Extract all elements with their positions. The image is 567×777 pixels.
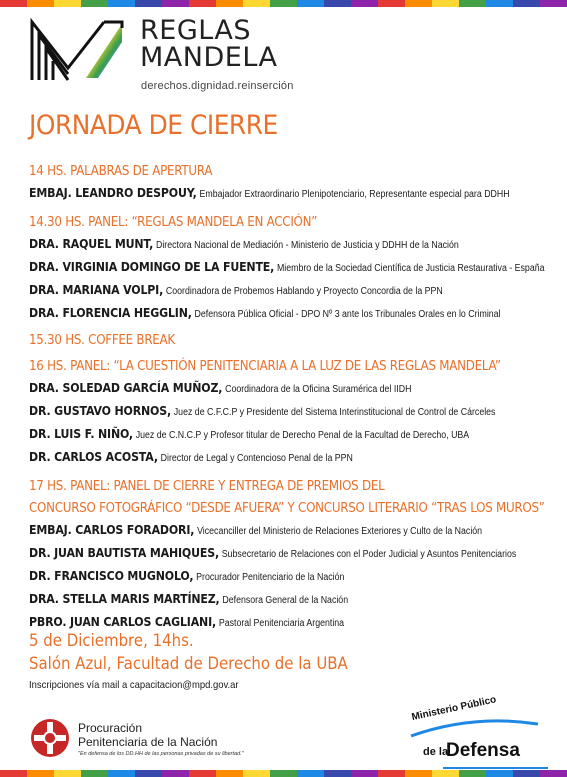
speaker-name: DRA. MARIANA VOLPI, [29,282,164,297]
ppn-logo [30,718,290,766]
speaker-role: Juez de C.F.C.P y Presidente del Sistema Interinstitucional de Control de Cárceles [173,407,496,418]
page-title: JORNADA DE CIERRE [29,110,278,141]
rainbow-stripe [108,0,135,7]
speaker-name: EMBAJ. CARLOS FORADORI, [29,522,195,537]
rainbow-stripe [189,0,216,7]
speaker-name: DRA. VIRGINIA DOMINGO DE LA FUENTE, [29,259,275,274]
rainbow-stripe [162,0,189,7]
speaker-role: Director de Legal y Contencioso Penal de la PPN [160,453,353,464]
rainbow-stripe [351,770,378,777]
rainbow-stripe [81,770,108,777]
rainbow-stripe [27,0,54,7]
brand-subtitle: derechos.dignidad.reinserción [141,80,294,92]
rainbow-stripe [324,770,351,777]
rainbow-stripe [297,770,324,777]
rainbow-stripe [405,770,432,777]
speaker-row [29,446,557,469]
speaker-role: Juez de C.N.C.P y Profesor titular de Derecho Penal de la Facultad de Derecho, UBA [135,430,470,441]
speaker-row [29,377,557,400]
ppn-emblem-icon [30,718,70,758]
speaker-row [29,182,557,205]
rainbow-stripe [540,770,567,777]
speaker-name: DRA. SOLEDAD GARCÍA MUÑOZ, [29,380,223,395]
rainbow-stripe [270,770,297,777]
program-section [29,211,549,325]
rainbow-stripe [486,0,513,7]
section-heading: 14.30 HS. PANEL: “REGLAS MANDELA EN ACCIÓN” [29,214,318,230]
speaker-row [29,256,557,279]
section-heading: 15.30 HS. COFFEE BREAK [29,332,175,348]
section-heading-continued: CONCURSO FOTOGRÁFICO “DESDE AFUERA” Y CONCURSO LITERARIO “TRAS LOS MUROS” [29,500,545,516]
speaker-name: PBRO. JUAN CARLOS CAGLIANI, [29,614,217,629]
speaker-role: Procurador Penitenciario de la Nación [196,572,345,583]
rainbow-stripe [513,0,540,7]
speaker-role: Embajador Extraordinario Plenipotenciario, Representante especial para DDHH [199,189,510,200]
program-section [29,475,549,634]
speaker-name: DR. JUAN BAUTISTA MAHIQUES, [29,545,219,560]
bottom-rainbow-bar [0,770,567,777]
program-section [29,160,549,205]
rainbow-stripe [0,0,27,7]
speaker-row [29,400,557,423]
speaker-row [29,542,557,565]
speaker-name: DR. FRANCISCO MUGNOLO, [29,568,194,583]
mpd-arc-text: Ministerio Público [410,694,498,723]
rainbow-stripe [270,0,297,7]
program-section [29,355,549,469]
rainbow-stripe [513,770,540,777]
rainbow-stripe [81,0,108,7]
speaker-role: Directora Nacional de Mediación - Ministerio de Justicia y DDHH de la Nación [155,240,459,251]
rainbow-stripe [486,770,513,777]
rainbow-stripe [351,0,378,7]
registration-text: Inscripciones vía mail a capacitacion@mpd.gov.ar [29,679,239,691]
rainbow-stripe [243,770,270,777]
reglas-mandela-logo-icon [28,18,124,82]
speaker-role: Vicecanciller del Ministerio de Relaciones Exteriores y Culto de la Nación [197,526,483,537]
speaker-role: Defensora General de la Nación [222,595,349,606]
section-heading: 17 HS. PANEL: PANEL DE CIERRE Y ENTREGA DE PREMIOS DEL [29,478,385,494]
speaker-role: Subsecretario de Relaciones con el Poder Judicial y Asuntos Penitenciarios [221,549,517,560]
brand-title [140,17,277,71]
speaker-name: DR. CARLOS ACOSTA, [29,449,158,464]
speaker-row [29,423,557,446]
rainbow-stripe [432,770,459,777]
rainbow-stripe [162,770,189,777]
speaker-name: DRA. RAQUEL MUNT, [29,236,154,251]
rainbow-stripe [54,770,81,777]
rainbow-stripe [459,770,486,777]
section-heading: 16 HS. PANEL: “LA CUESTIÓN PENITENCIARIA A LA LUZ DE LAS REGLAS MANDELA” [29,358,501,374]
speaker-role: Miembro de la Sociedad Científica de Justicia Restaurativa - España [276,263,545,274]
rainbow-stripe [297,0,324,7]
speaker-row [29,302,557,325]
ppn-tagline: "En defensa de los DD.HH de las personas privadas de su libertad." [78,751,244,757]
brand-title-line1: REGLAS [140,15,252,46]
rainbow-stripe [432,0,459,7]
rainbow-stripe [459,0,486,7]
ppn-name-line1: Procuración [78,721,143,735]
rainbow-stripe [216,0,243,7]
rainbow-stripe [0,770,27,777]
event-venue: Salón Azul, Facultad de Derecho de la UBA [29,654,348,674]
speaker-name: DRA. STELLA MARIS MARTÍNEZ, [29,591,220,606]
rainbow-stripe [135,0,162,7]
rainbow-stripe [405,0,432,7]
speaker-role: Defensora Pública Oficial - DPO Nº 3 ante los Tribunales Orales en lo Criminal [194,309,501,320]
event-date: 5 de Diciembre, 14hs. [29,631,194,651]
mpd-defensa: Defensa [446,740,520,761]
speaker-row [29,279,557,302]
speaker-name: DR. GUSTAVO HORNOS, [29,403,171,418]
rainbow-stripe [540,0,567,7]
speaker-name: DR. LUIS F. NIÑO, [29,426,133,441]
ppn-name-line2: Penitenciaria de la Nación [78,735,218,749]
speaker-row [29,565,557,588]
rainbow-stripe [54,0,81,7]
mpd-logo [383,694,553,770]
program-section [29,329,549,351]
speaker-role: Coordinadora de Probemos Hablando y Proyecto Concordia de la PPN [165,286,443,297]
speaker-row [29,519,557,542]
rainbow-stripe [108,770,135,777]
speaker-role: Coordinadora de la Oficina Suraméricа del IIDH [225,384,412,395]
rainbow-stripe [378,0,405,7]
mpd-de-la: de la [423,746,449,758]
rainbow-stripe [216,770,243,777]
top-rainbow-bar [0,0,567,7]
rainbow-stripe [135,770,162,777]
rainbow-stripe [243,0,270,7]
section-heading: 14 HS. PALABRAS DE APERTURA [29,163,213,179]
event-info [29,630,391,691]
program-list [29,160,549,634]
brand-title-line2: MANDELA [140,42,278,73]
rainbow-stripe [189,770,216,777]
speaker-role: Pastoral Penitenciaria Argentina [218,618,345,629]
speaker-name: DRA. FLORENCIA HEGGLIN, [29,305,192,320]
rainbow-stripe [324,0,351,7]
speaker-row [29,588,557,611]
speaker-name: EMBAJ. LEANDRO DESPOUY, [29,185,197,200]
rainbow-stripe [27,770,54,777]
rainbow-stripe [378,770,405,777]
speaker-row [29,233,557,256]
